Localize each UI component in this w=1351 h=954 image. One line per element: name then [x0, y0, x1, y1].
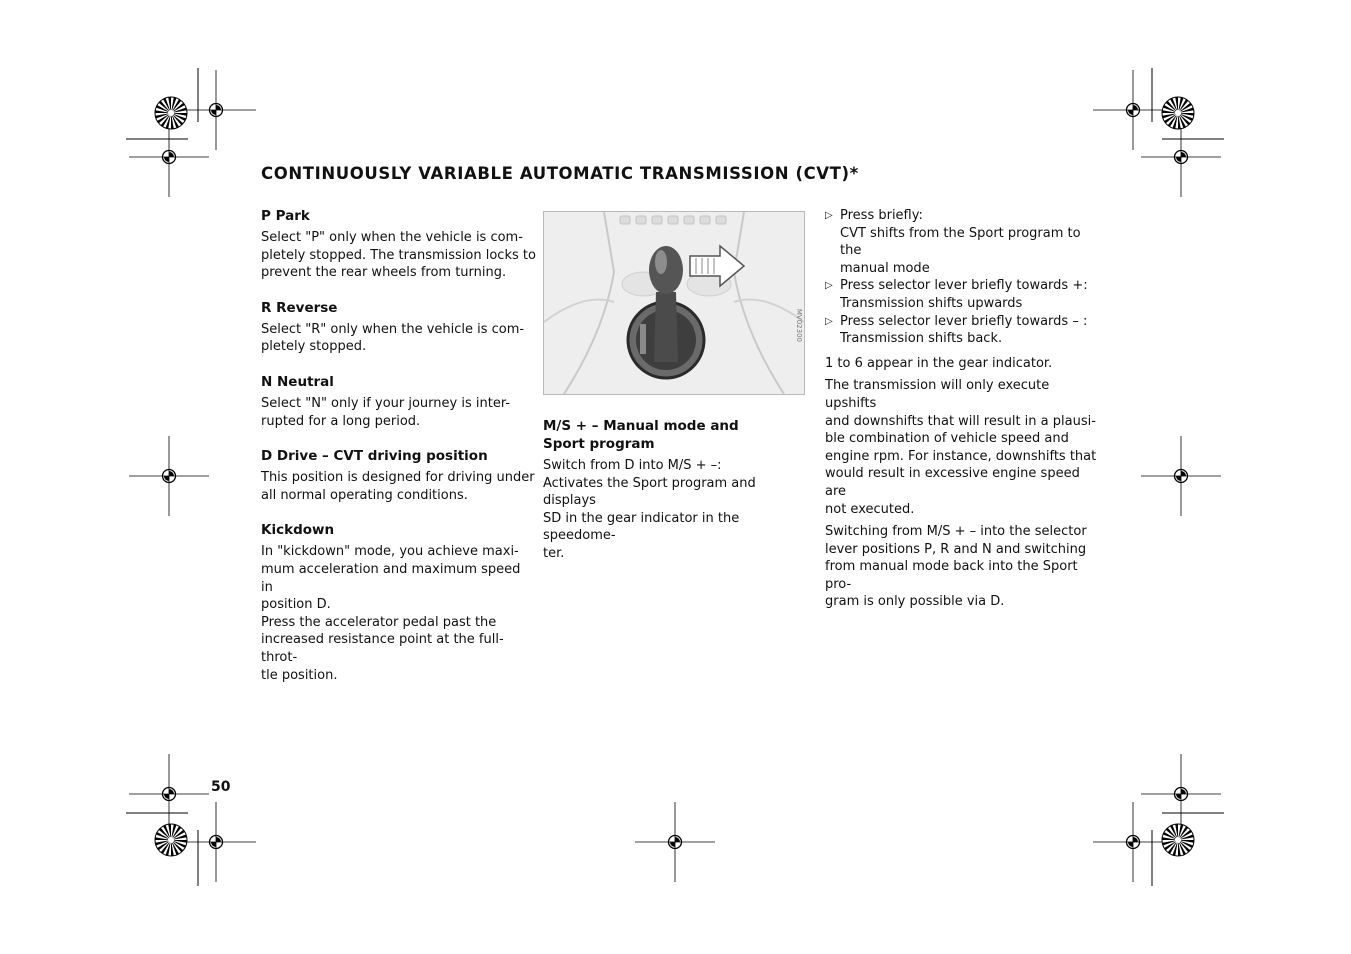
registration-mark-icon [129, 754, 209, 834]
star-target-mark-icon [1162, 97, 1194, 129]
column-operating-positions [261, 207, 536, 701]
section-heading: M/S + – Manual mode and Sport program [543, 418, 739, 452]
registration-mark-icon [129, 436, 209, 516]
section-heading: R Reverse [261, 299, 338, 316]
section-drive [261, 447, 536, 504]
column-shifting [825, 207, 1101, 616]
section-body: This position is designed for driving under all normal operating conditions. [261, 470, 535, 503]
registration-mark-icon [176, 70, 256, 150]
list-item [825, 313, 1101, 348]
star-target-mark-icon [1162, 824, 1194, 856]
section-manual-mode [543, 417, 811, 563]
gear-selector-illustration [543, 211, 805, 395]
paragraph: Switching from M/S + – into the selector lever positions P, R and N and switching from manual mode back into the Sport pro- gram is only possible via D. [825, 524, 1087, 610]
list-item-text: Press briefly: CVT shifts from the Sport program to the manual mode [840, 208, 1081, 276]
section-heading: Kickdown [261, 522, 335, 539]
registration-mark-icon [1093, 70, 1173, 150]
registration-mark-icon [176, 802, 256, 882]
paragraph: The transmission will only execute upshifts and downshifts that will result in a plausi- ble combination of vehicle speed and engine rpm. For instance, downshifts that would result in excessive engine speed are not executed. [825, 378, 1097, 517]
bullet-list [825, 207, 1101, 348]
registration-mark-icon [635, 802, 715, 882]
section-park [261, 207, 536, 282]
star-target-mark-icon [155, 824, 187, 856]
section-heading: P Park [261, 208, 310, 224]
registration-mark-icon [1141, 754, 1221, 834]
triangle-bullet-icon: ▷ [825, 210, 833, 221]
list-item-text: Press selector lever briefly towards – : Transmission shifts back. [840, 313, 1088, 347]
list-item [825, 207, 1101, 277]
page-title: CONTINUOUSLY VARIABLE AUTOMATIC TRANSMISSION (CVT)* [261, 164, 859, 183]
triangle-bullet-icon: ▷ [825, 280, 833, 292]
figure-code: MV02300 [795, 308, 803, 342]
column-manual-mode [543, 207, 811, 563]
list-item-text: Press selector lever briefly towards +: Transmission shifts upwards [840, 278, 1088, 311]
section-body: Select "N" only if your journey is inter- rupted for a long period. [261, 395, 511, 429]
section-body: Switch from D into M/S + –: Activates the Sport program and displays SD in the gear indicator in the speedome- ter. [543, 458, 756, 561]
section-neutral [261, 373, 536, 430]
page-number: 50 [211, 779, 231, 795]
section-heading: D Drive – CVT driving position [261, 448, 488, 465]
star-target-mark-icon [155, 97, 187, 129]
triangle-bullet-icon: ▷ [825, 315, 833, 327]
registration-mark-icon [1141, 436, 1221, 516]
registration-mark-icon [1093, 802, 1173, 882]
section-reverse [261, 299, 536, 356]
list-item [825, 277, 1101, 312]
paragraph: 1 to 6 appear in the gear indicator. [825, 355, 1053, 371]
section-body: Select "P" only when the vehicle is com- pletely stopped. The transmission locks to prevent the rear wheels from turning. [261, 230, 536, 281]
section-body: In "kickdown" mode, you achieve maxi- mum acceleration and maximum speed in position D. Press the accelerator pedal past the increased resistance point at the full-throt- tle position. [261, 544, 521, 683]
section-kickdown [261, 521, 536, 684]
section-body: Select "R" only when the vehicle is com- pletely stopped. [261, 321, 525, 355]
section-heading: N Neutral [261, 373, 334, 390]
